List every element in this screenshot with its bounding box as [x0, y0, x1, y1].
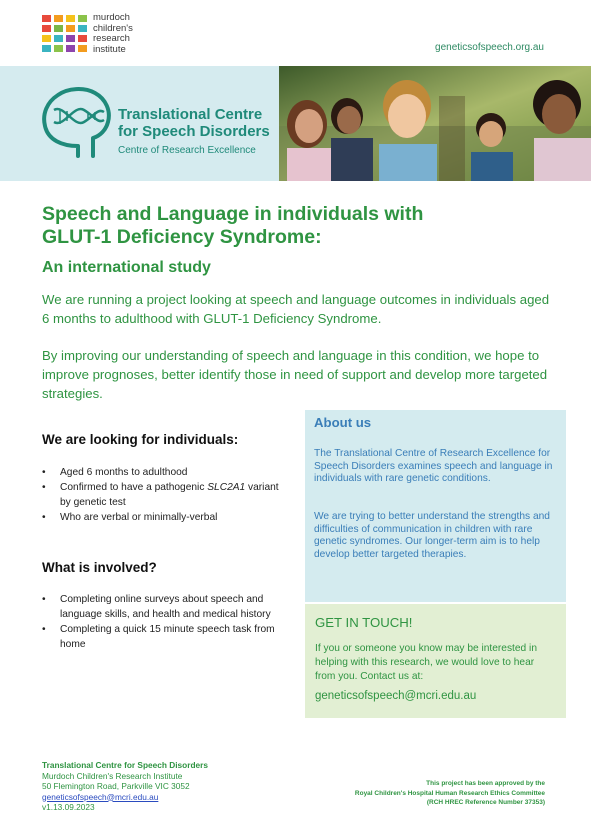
mcri-logo-mark — [42, 15, 87, 52]
page-subtitle: An international study — [42, 259, 211, 276]
institute-name: murdoch children's research institute — [93, 12, 133, 55]
logo-square — [78, 35, 87, 42]
mcri-logo — [42, 13, 133, 55]
list-item: • Who are verbal or minimally-verbal — [42, 510, 287, 525]
page-title: Speech and Language in individuals with GLUT-1 Deficiency Syndrome: — [42, 203, 424, 248]
logo-square — [54, 25, 63, 32]
contact-title: GET IN TOUCH! — [315, 615, 413, 630]
involved-list — [42, 592, 287, 652]
logo-square — [54, 35, 63, 42]
about-us-title: About us — [314, 415, 372, 430]
logo-square — [66, 15, 75, 22]
list-item: • Completing a quick 15 minute speech task from home — [42, 622, 287, 652]
logo-square — [66, 35, 75, 42]
looking-for-list — [42, 465, 287, 525]
logo-square — [42, 35, 51, 42]
contact-email-link[interactable]: geneticsofspeech@mcri.edu.au — [315, 690, 477, 702]
footer-address: Translational Centre for Speech Disorders Murdoch Children's Research Institute 50 Flemington Road, Parkville VIC 3052 geneticsofspeech@mcri.edu.au v1.13.09.2023 — [42, 760, 208, 812]
contact-box — [305, 604, 566, 718]
logo-square — [42, 45, 51, 52]
list-item: • Confirmed to have a pathogenic SLC2A1 variant by genetic test — [42, 480, 287, 510]
logo-square — [42, 15, 51, 22]
centre-subtitle: Centre of Research Excellence — [118, 145, 256, 156]
looking-for-heading: We are looking for individuals: — [42, 432, 239, 447]
logo-square — [78, 45, 87, 52]
website-link[interactable]: geneticsofspeech.org.au — [435, 42, 544, 53]
goal-paragraph: By improving our understanding of speech and language in this condition, we hope to improve prognoses, better identify those in need of support and develop more targeted strategies. — [42, 348, 548, 401]
logo-square — [54, 45, 63, 52]
list-item: • Completing online surveys about speech and language skills, and health and medical history — [42, 592, 287, 622]
logo-square — [42, 25, 51, 32]
logo-square — [54, 15, 63, 22]
footer-email-link[interactable]: geneticsofspeech@mcri.edu.au — [42, 791, 159, 802]
logo-square — [66, 45, 75, 52]
about-paragraph: We are trying to better understand the strengths and difficulties of communication in children with rare genetic syndromes. Our longer-term aim is to help develop better targeted therapies. — [314, 511, 550, 560]
logo-square — [78, 25, 87, 32]
children-photo — [279, 66, 591, 181]
banner — [0, 66, 591, 181]
about-paragraph: The Translational Centre of Research Excellence for Speech Disorders examines speech and language in individuals with rare genetic conditions. — [314, 448, 553, 485]
intro-paragraph: We are running a project looking at speech and language outcomes in individuals aged 6 months to adulthood with GLUT-1 Deficiency Syndrome. — [42, 292, 550, 326]
version-label: v1.13.09.2023 — [42, 802, 95, 812]
list-item: • Aged 6 months to adulthood — [42, 465, 287, 480]
ethics-approval: This project has been approved by the Royal Children's Hospital Human Research Ethics Committee (RCH HREC Reference Number 37353) — [354, 780, 545, 807]
involved-heading: What is involved? — [42, 560, 157, 575]
centre-name: Translational Centre for Speech Disorders — [118, 106, 270, 140]
about-us-box — [305, 410, 566, 602]
logo-square — [78, 15, 87, 22]
brain-dna-icon — [38, 84, 114, 164]
contact-text: If you or someone you know may be interested in helping with this research, we would love to hear from you. Contact us at: — [315, 643, 537, 682]
logo-square — [66, 25, 75, 32]
